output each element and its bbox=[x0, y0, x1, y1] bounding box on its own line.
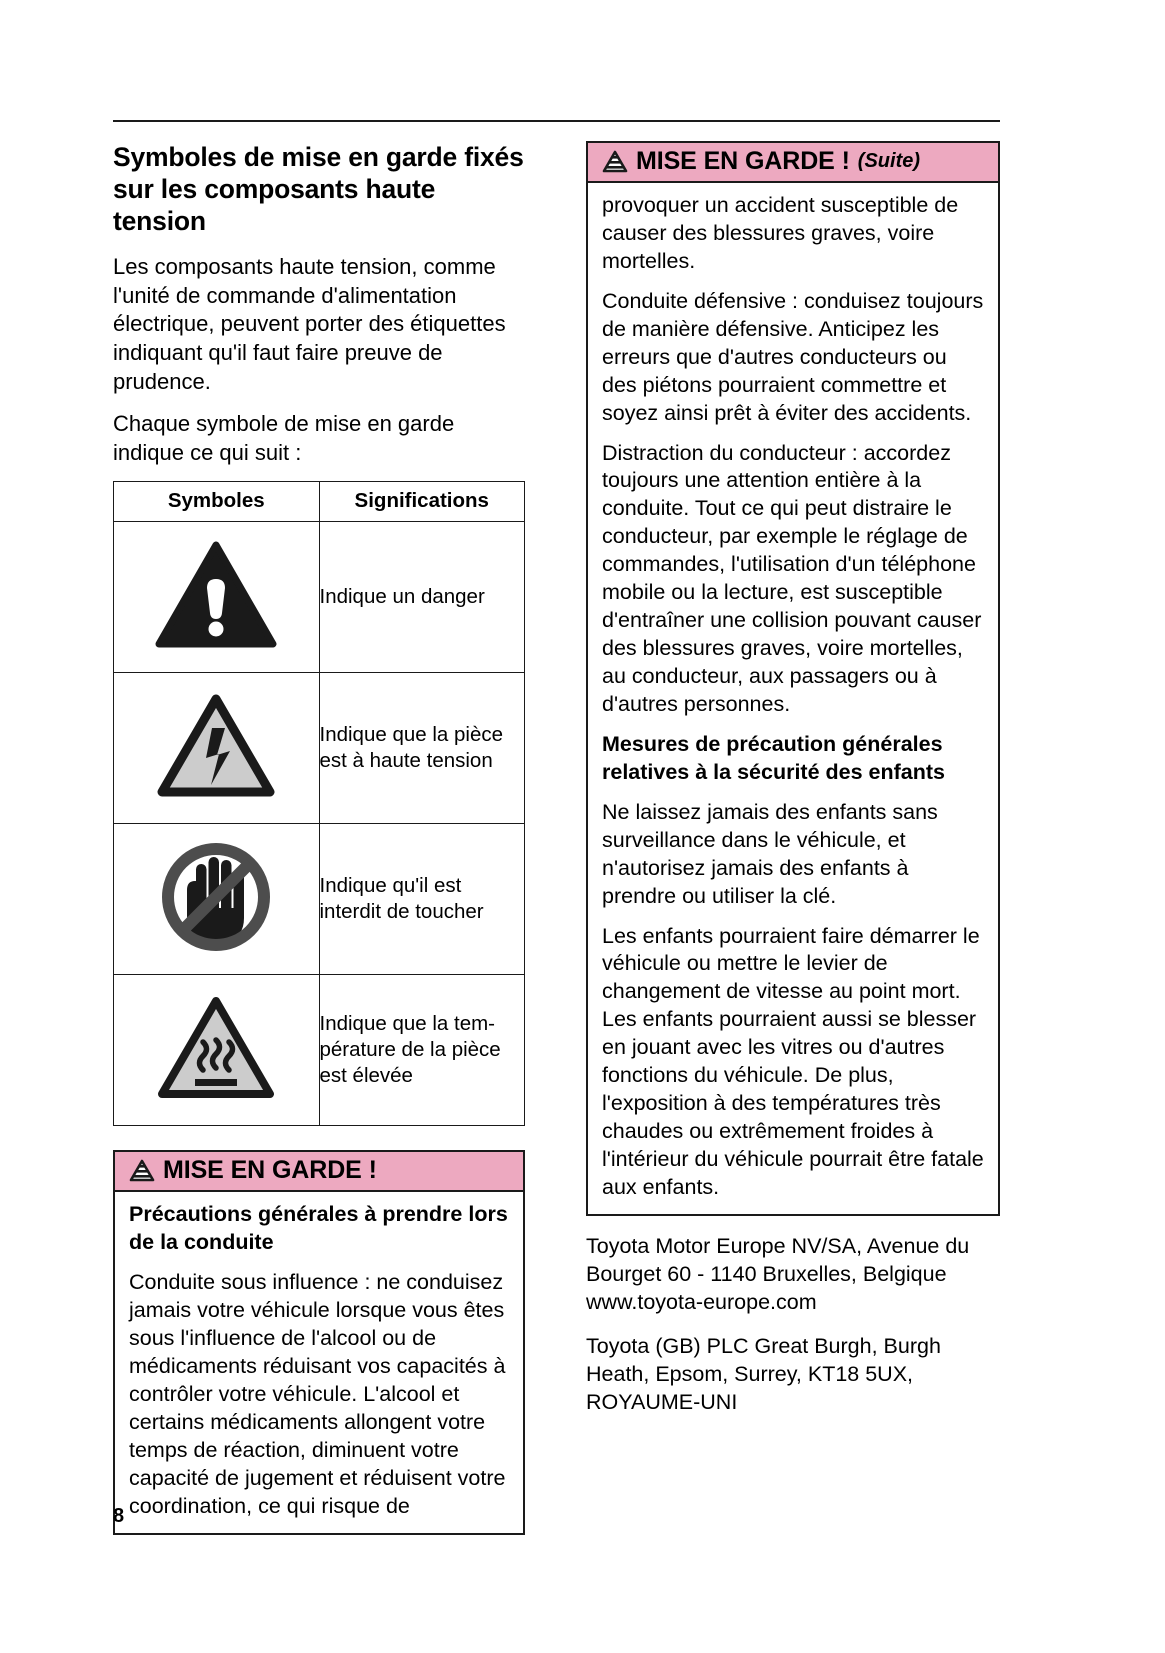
warning-paragraph: Conduite sous influence : ne conduisez jamais votre véhicule lorsque vous êtes sous l'influence de l'alcool ou de médicaments réduisant vos capacités à contrôler votre véhicule. L'alcool et certains médicaments allongent votre temps de réaction, diminuent votre capacité de jugement et réduisent votre coordination, ce qui risque de bbox=[129, 1270, 506, 1518]
page-number: 8 bbox=[113, 1505, 125, 1527]
warning-body bbox=[588, 183, 998, 1214]
warning-box-left bbox=[113, 1150, 525, 1534]
no-touch-hand-icon bbox=[157, 838, 275, 956]
symbol-cell bbox=[114, 975, 320, 1126]
table-row bbox=[114, 522, 525, 673]
table-header-row bbox=[114, 482, 525, 522]
warning-subheading: Précautions générales à prendre lors de la conduite bbox=[129, 1202, 508, 1255]
danger-triangle-icon bbox=[155, 541, 277, 649]
warning-title-suffix: (Suite) bbox=[857, 150, 921, 172]
intro-paragraph-2: Chaque symbole de mise en garde indique ce qui suit : bbox=[113, 411, 455, 465]
column-header-significations: Significations bbox=[319, 482, 525, 522]
address-block bbox=[586, 1233, 1000, 1417]
high-voltage-triangle-icon bbox=[155, 692, 277, 800]
hot-surface-triangle-icon bbox=[155, 994, 277, 1102]
meaning-cell: Indique qu'il est interdit de toucher bbox=[319, 824, 525, 975]
warning-paragraph: provoquer un accident susceptible de causer des blessures graves, voire mortelles. bbox=[602, 193, 959, 273]
intro-paragraph-1: Les composants haute tension, comme l'unité de commande d'alimentation électrique, peuvent porter des étiquettes indiquant qu'il faut faire preuve de prudence. bbox=[113, 254, 506, 394]
warning-subheading: Mesures de précaution générales relatives à la sécurité des enfants bbox=[602, 731, 945, 784]
column-header-symboles: Symboles bbox=[114, 482, 320, 522]
address-toyota-motor-europe: Toyota Motor Europe NV/SA, Avenue du Bourget 60 - 1140 Bruxelles, Belgique www.toyota-europe.com bbox=[586, 1233, 970, 1314]
warning-body bbox=[115, 1192, 523, 1532]
symbols-table bbox=[113, 481, 525, 1126]
meaning-cell: Indique que la tem- pérature de la pièce est élevée bbox=[319, 975, 525, 1126]
warning-box-right bbox=[586, 141, 1000, 1216]
warning-triangle-icon bbox=[602, 150, 628, 174]
right-column bbox=[586, 141, 1000, 1417]
warning-header bbox=[115, 1152, 523, 1192]
warning-paragraph: Distraction du conducteur : accordez toujours une attention entière à la conduite. Tout ce qui peut distraire le conducteur, par exemple le réglage de commandes, l'utilisation d'un téléphone mobile ou la lecture, est susceptible d'entraîner une collision pouvant causer des blessures graves, voire mortelles, au conducteur, aux passagers ou à d'autres personnes. bbox=[602, 440, 982, 716]
warning-header bbox=[588, 143, 998, 183]
symbol-cell bbox=[114, 673, 320, 824]
warning-paragraph: Les enfants pourraient faire démarrer le véhicule ou mettre le levier de changement de vitesse au point mort. Les enfants pourraient aussi se blesser en jouant avec les vitres ou d'autres fonctions du véhicule. De plus, l'exposition à des températures très chaudes ou extrêmement froides à l'intérieur du véhicule pourrait être fatale aux enfants. bbox=[602, 923, 984, 1199]
meaning-cell: Indique que la pièce est à haute tension bbox=[319, 673, 525, 824]
table-row bbox=[114, 673, 525, 824]
left-column bbox=[113, 141, 525, 1535]
warning-title: MISE EN GARDE ! bbox=[636, 147, 850, 175]
warning-paragraph: Conduite défensive : conduisez toujours de manière défensive. Anticipez les erreurs que d'autres conducteurs ou des piétons pourraient commettre et soyez ainsi prêt à éviter des accidents. bbox=[602, 288, 984, 425]
header-rule bbox=[113, 120, 1000, 122]
table-row bbox=[114, 975, 525, 1126]
symbol-cell bbox=[114, 824, 320, 975]
symbol-cell bbox=[114, 522, 320, 673]
meaning-cell: Indique un danger bbox=[319, 522, 525, 673]
page-title: Symboles de mise en garde fixés sur les composants haute tension bbox=[113, 142, 524, 237]
table-row bbox=[114, 824, 525, 975]
warning-title: MISE EN GARDE ! bbox=[163, 1156, 377, 1185]
warning-paragraph: Ne laissez jamais des enfants sans surveillance dans le véhicule, et n'autorisez jamais des enfants à prendre ou utiliser la clé. bbox=[602, 799, 938, 908]
warning-triangle-icon bbox=[129, 1159, 155, 1183]
address-toyota-gb: Toyota (GB) PLC Great Burgh, Burgh Heath, Epsom, Surrey, KT18 5UX, ROYAUME-UNI bbox=[586, 1333, 941, 1414]
